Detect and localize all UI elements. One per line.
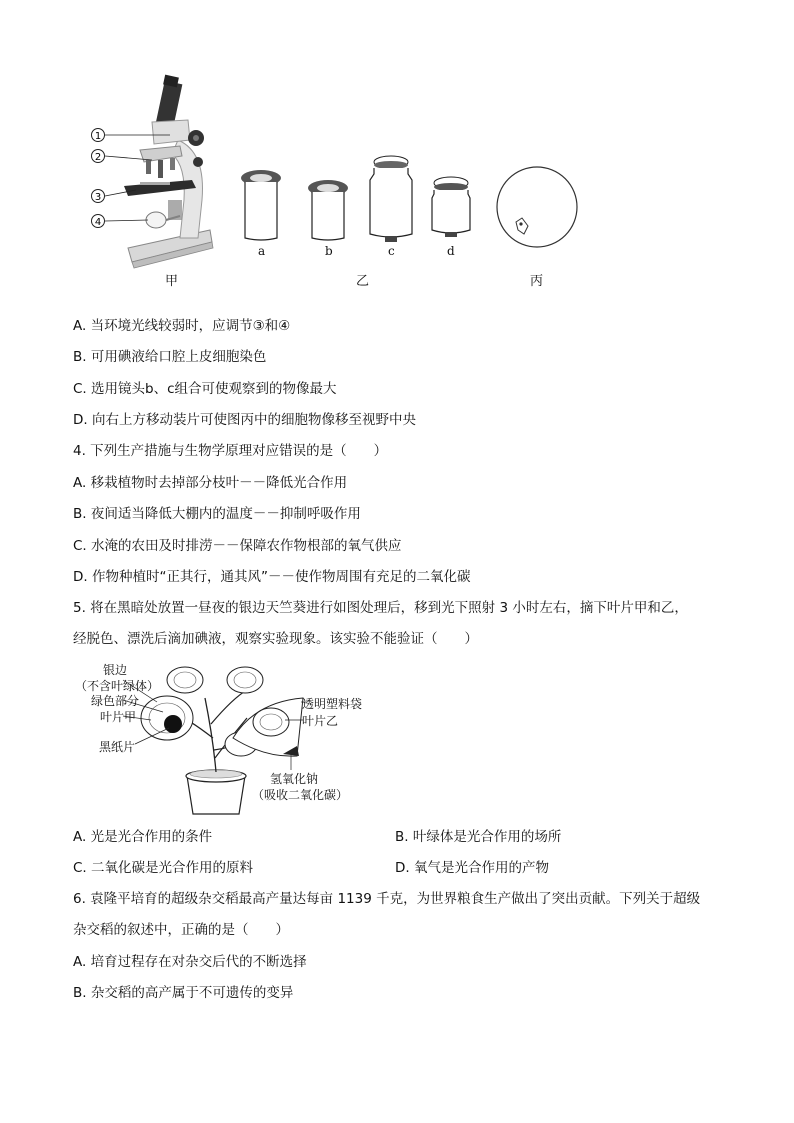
objective-lens-d [432, 177, 470, 237]
q5-option-c: C. 二氧化碳是光合作用的原料 [73, 860, 254, 876]
q5-stem-line2: 经脱色、漂洗后滴加碘液，观察实验现象。该实验不能验证（ ） [73, 631, 478, 647]
q5-option-d: D. 氧气是光合作用的产物 [395, 860, 549, 876]
q3-option-d: D. 向右上方移动装片可使图丙中的细胞物像移至视野中央 [73, 412, 416, 428]
microscope-figure [80, 70, 600, 270]
q4-option-a: A. 移栽植物时去掉部分枝叶－－降低光合作用 [73, 475, 348, 491]
eyepiece-lens-a [241, 170, 281, 240]
microscope-illustration [124, 75, 213, 268]
q6-stem-line2: 杂交稻的叙述中，正确的是（ ） [73, 922, 289, 938]
q6-option-b: B. 杂交稻的高产属于不可遗传的变异 [73, 985, 294, 1001]
label-green-part: 绿色部分 [91, 694, 140, 708]
lens-label-c: c [388, 244, 395, 258]
svg-text:3: 3 [94, 192, 102, 203]
field-of-view [497, 167, 577, 247]
panel-label-yi: 乙 [356, 274, 370, 289]
q4-stem: 4. 下列生产措施与生物学原理对应错误的是（ ） [73, 443, 388, 459]
q3-option-c: C. 选用镜头b、c组合可使观察到的物像最大 [73, 381, 337, 397]
lens-label-a: a [258, 244, 266, 258]
label-bag: 透明塑料袋 [302, 697, 363, 711]
label-black-paper: 黑纸片 [99, 740, 136, 754]
panel-label-jia: 甲 [165, 274, 179, 289]
label-yinbian: 银边 [103, 663, 128, 677]
svg-text:2: 2 [94, 152, 102, 163]
label-leaf-jia: 叶片甲 [100, 710, 137, 724]
q3-option-b: B. 可用碘液给口腔上皮细胞染色 [73, 349, 267, 365]
q6-option-a: A. 培育过程存在对杂交后代的不断选择 [73, 954, 307, 970]
q4-option-d: D. 作物种植时“正其行，通其风”－－使作物周围有充足的二氧化碳 [73, 569, 471, 585]
q5-option-b: B. 叶绿体是光合作用的场所 [395, 829, 562, 845]
objective-lens-c [370, 156, 412, 242]
label-leaf-yi: 叶片乙 [302, 714, 339, 728]
label-no-chloroplast: （不含叶绿体） [75, 679, 160, 693]
eyepiece-lens-b [308, 180, 348, 240]
q6-stem-line1: 6. 袁隆平培育的超级杂交稻最高产量达每亩 1139 千克，为世界粮食生产做出了突出贡献。下列关于超级 [73, 891, 701, 907]
q5-stem-line1: 5. 将在黑暗处放置一昼夜的银边天竺葵进行如图处理后，移到光下照射 3 小时左右，摘下叶片甲和乙， [73, 600, 688, 616]
lens-label-d: d [447, 244, 455, 258]
svg-text:1: 1 [94, 131, 102, 142]
q5-option-a: A. 光是光合作用的条件 [73, 829, 213, 845]
q4-option-c: C. 水淹的农田及时排涝－－保障农作物根部的氧气供应 [73, 538, 402, 554]
label-absorb-co2: （吸收二氧化碳） [252, 788, 349, 802]
svg-text:4: 4 [94, 217, 102, 228]
lens-label-b: b [325, 244, 333, 258]
q4-option-b: B. 夜间适当降低大棚内的温度－－抑制呼吸作用 [73, 506, 361, 522]
label-naoh: 氢氧化钠 [270, 772, 319, 786]
panel-label-bing: 丙 [530, 274, 544, 289]
q3-option-a: A. 当环境光线较弱时，应调节③和④ [73, 318, 291, 334]
